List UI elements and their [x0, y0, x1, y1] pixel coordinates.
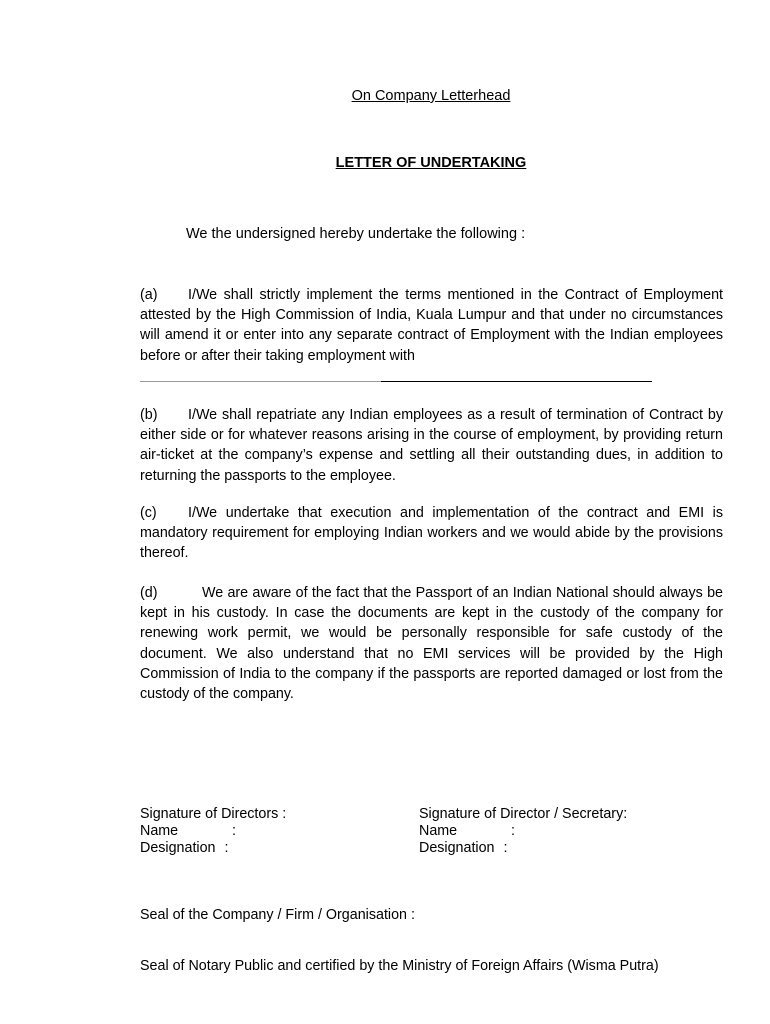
signature-block-secretary: [419, 806, 627, 858]
name-row: [140, 823, 286, 840]
notary-seal-line: Seal of Notary Public and certified by the Ministry of Foreign Affairs (Wisma Putra): [140, 958, 659, 974]
designation-row: [419, 840, 627, 857]
clause-c: [140, 503, 723, 564]
name-label: Name: [419, 823, 458, 840]
name-colon: :: [511, 823, 515, 840]
company-name-blank-line: [381, 381, 652, 382]
blank-line-light: [140, 381, 381, 382]
signature-heading: Signature of Directors :: [140, 806, 287, 822]
letterhead-note: On Company Letterhead: [351, 88, 511, 104]
clause-c-text: I/We undertake that execution and implementation of the contract and EMI is mandatory requirement for employing Indian workers and we would abide by the provisions thereof.: [140, 505, 723, 562]
clause-b: [140, 405, 723, 486]
designation-row: [140, 840, 286, 857]
name-row: [419, 823, 627, 840]
designation-label: Designation: [419, 840, 495, 857]
clause-a-label: (a): [140, 287, 158, 303]
clause-b-label: (b): [140, 407, 158, 423]
company-seal-line: Seal of the Company / Firm / Organisation :: [140, 907, 415, 923]
clause-d: [140, 583, 723, 704]
signature-heading: Signature of Director / Secretary:: [419, 806, 628, 822]
name-label: Name: [140, 823, 179, 840]
name-colon: :: [232, 823, 236, 840]
signature-block-directors: [140, 806, 286, 858]
designation-colon: :: [503, 840, 508, 857]
designation-label: Designation: [140, 840, 216, 857]
intro-statement: We the undersigned hereby undertake the following :: [186, 226, 526, 242]
document-title: LETTER OF UNDERTAKING: [335, 155, 527, 171]
clause-c-label: (c): [140, 505, 157, 521]
clause-d-text: We are aware of the fact that the Passport of an Indian National should always be kept in his custody. In case the documents are kept in the custody of the company for renewing work permit, we would be personally responsible for safe custody of the document. We also understand that no EMI services will be provided by the High Commission of India to the company if the passports are reported damaged or lost from the custody of the company.: [140, 585, 723, 703]
clause-b-text: I/We shall repatriate any Indian employees as a result of termination of Contract by either side or for whatever reasons arising in the course of employment, by providing return air-ticket at the company’s expense and settling all their outstanding dues, in addition to returning the passports to the employee.: [140, 407, 723, 484]
clause-a: [140, 285, 723, 366]
designation-colon: :: [224, 840, 229, 857]
clause-a-text: I/We shall strictly implement the terms mentioned in the Contract of Employment attested by the High Commission of India, Kuala Lumpur and that under no circumstances will amend it or enter into any separate contract of Employment with the Indian employees before or after their taking employment with: [140, 287, 723, 364]
clause-d-label: (d): [140, 585, 158, 601]
